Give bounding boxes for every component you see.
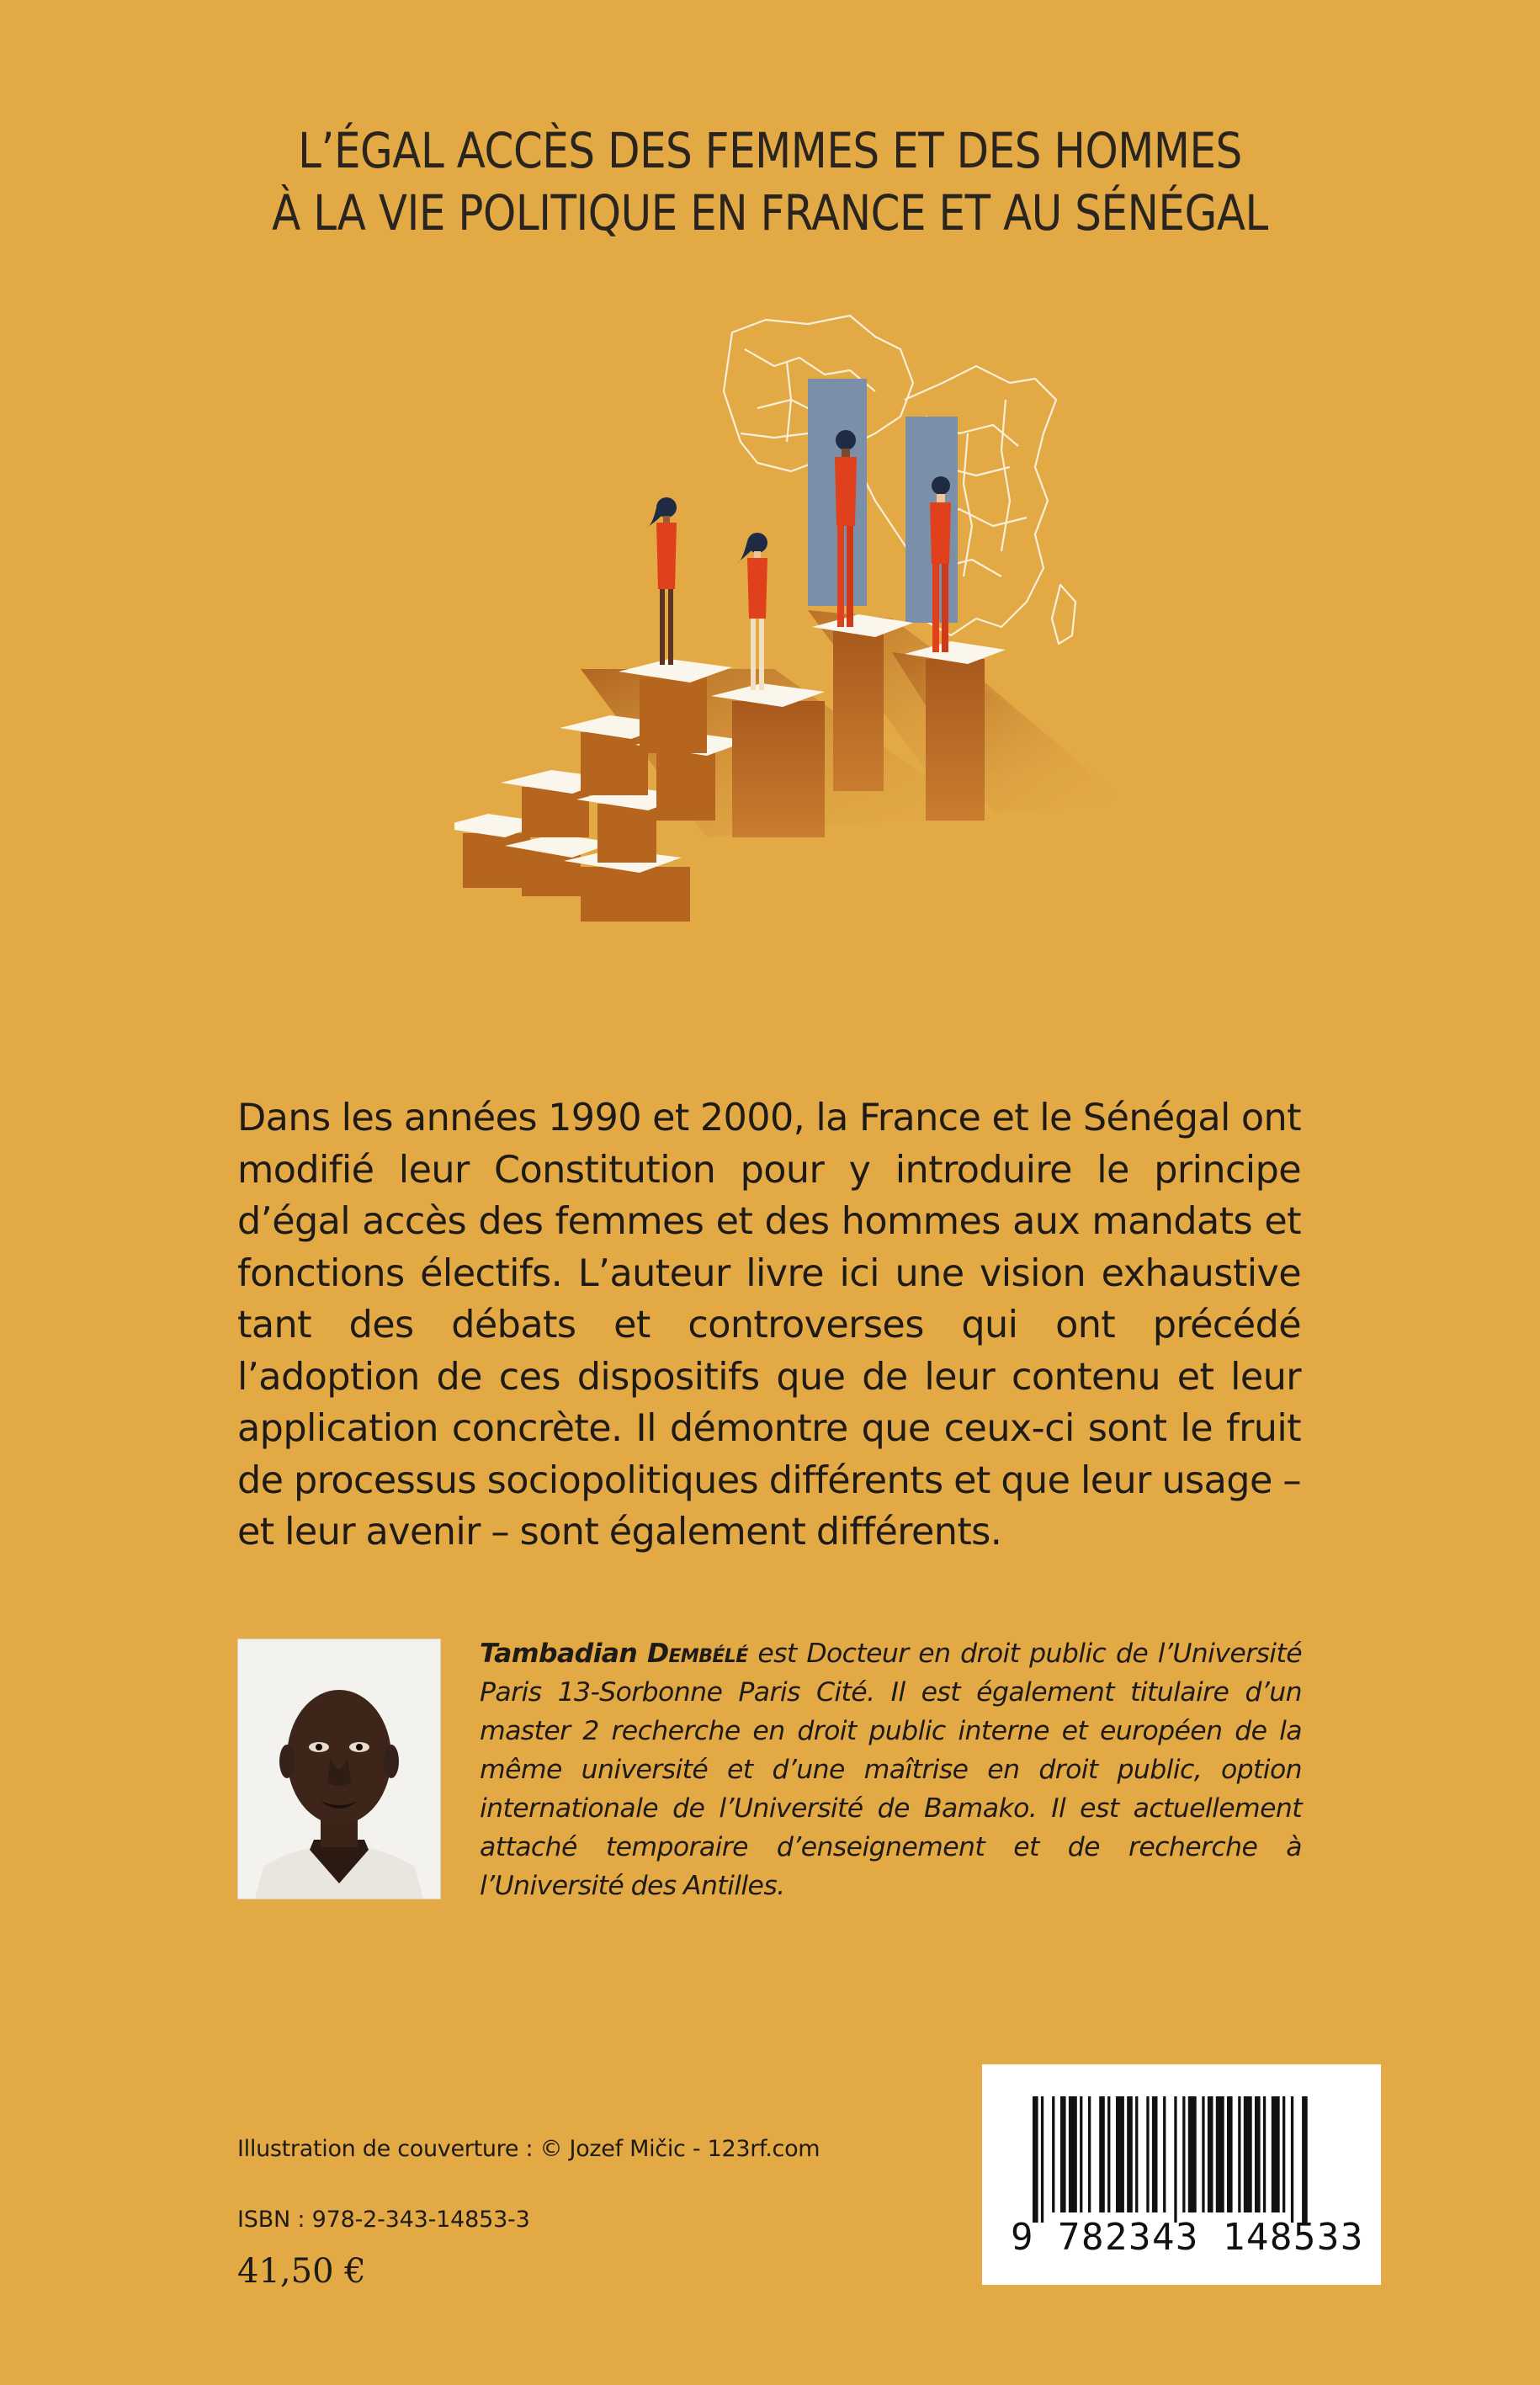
barcode-bar (1127, 2096, 1133, 2212)
barcode-bar (1041, 2096, 1043, 2223)
isbn: ISBN : 978-2-343-14853-3 (237, 2207, 530, 2233)
barcode-bar (1080, 2096, 1082, 2212)
barcode-bar (1107, 2096, 1110, 2212)
map-outline (724, 316, 1075, 644)
barcode-bar (1174, 2096, 1176, 2223)
barcode-bar (1052, 2096, 1054, 2212)
barcode-bar (1182, 2096, 1185, 2212)
figure-woman-1 (646, 497, 677, 665)
barcode-bar (1069, 2096, 1077, 2212)
barcode-bar (1146, 2096, 1149, 2212)
barcode-bar (1244, 2096, 1252, 2212)
illustration-credit: Illustration de couverture : © Jozef Mičic - 123rf.com (237, 2136, 820, 2162)
barcode-bar (1263, 2096, 1266, 2212)
barcode-bar (1272, 2096, 1280, 2212)
barcode-bar (1188, 2096, 1197, 2212)
barcode-bar (1227, 2096, 1233, 2212)
author-last-name: Dembélé (646, 1639, 748, 1669)
barcode-bar (1116, 2096, 1124, 2212)
barcode-bar (1202, 2096, 1204, 2212)
price: 41,50 € (237, 2252, 366, 2291)
barcode-bar (1282, 2096, 1285, 2212)
author-photo (237, 1639, 441, 1899)
barcode-bars (1033, 2096, 1352, 2223)
barcode-bar (1099, 2096, 1105, 2212)
barcode-bar (1088, 2096, 1091, 2212)
barcode-bar (1135, 2096, 1138, 2212)
cover-illustration (454, 299, 1212, 997)
author-first-name: Tambadian (480, 1639, 638, 1669)
barcode (982, 2064, 1381, 2285)
figure-woman-2 (737, 533, 767, 690)
barcode-bar (1255, 2096, 1261, 2212)
back-cover-blurb: Dans les années 1990 et 2000, la France et le Sénégal ont modifié leur Constitution pour y introduire le principe d’égal accès des femmes et des hommes aux mandats et fonctions électifs. L’auteur livre ici une vision exhaustive tant des débats et controverses qui ont précédé l’adoption de ces dispositifs que de leur contenu et leur application concrète. Il démontre que ceux-ci sont le fruit de processus sociopolitiques différents et que leur usage – et leur avenir – sont également différents. (237, 1097, 1301, 1554)
barcode-bar (1208, 2096, 1213, 2212)
title-line-2: À LA VIE POLITIQUE EN FRANCE ET AU SÉNÉGAL (272, 184, 1268, 242)
barcode-bar (1163, 2096, 1166, 2212)
barcode-digits: 9 782343 148533 (1011, 2216, 1364, 2259)
barcode-bar (1238, 2096, 1240, 2212)
barcode-bar (1216, 2096, 1224, 2212)
author-bio-text: est Docteur en droit public de l’Université Paris 13-Sorbonne Paris Cité. Il est également titulaire d’un master 2 recherche en droit public interne et européen de la même université et d’une maîtrise en droit public, option internationale de l’Université de Bamako. Il est actuellement attaché temporaire d’enseignement et de recherche à l’Université des Antilles. (480, 1639, 1302, 1901)
barcode-bar (1060, 2096, 1066, 2212)
barcode-bar (1291, 2096, 1293, 2223)
barcode-bar (1033, 2096, 1038, 2223)
book-title (108, 120, 1432, 244)
title-line-1: L’ÉGAL ACCÈS DES FEMMES ET DES HOMMES (298, 122, 1242, 179)
author-bio (480, 1634, 1302, 1905)
barcode-bar (1302, 2096, 1308, 2223)
barcode-bar (1152, 2096, 1158, 2212)
